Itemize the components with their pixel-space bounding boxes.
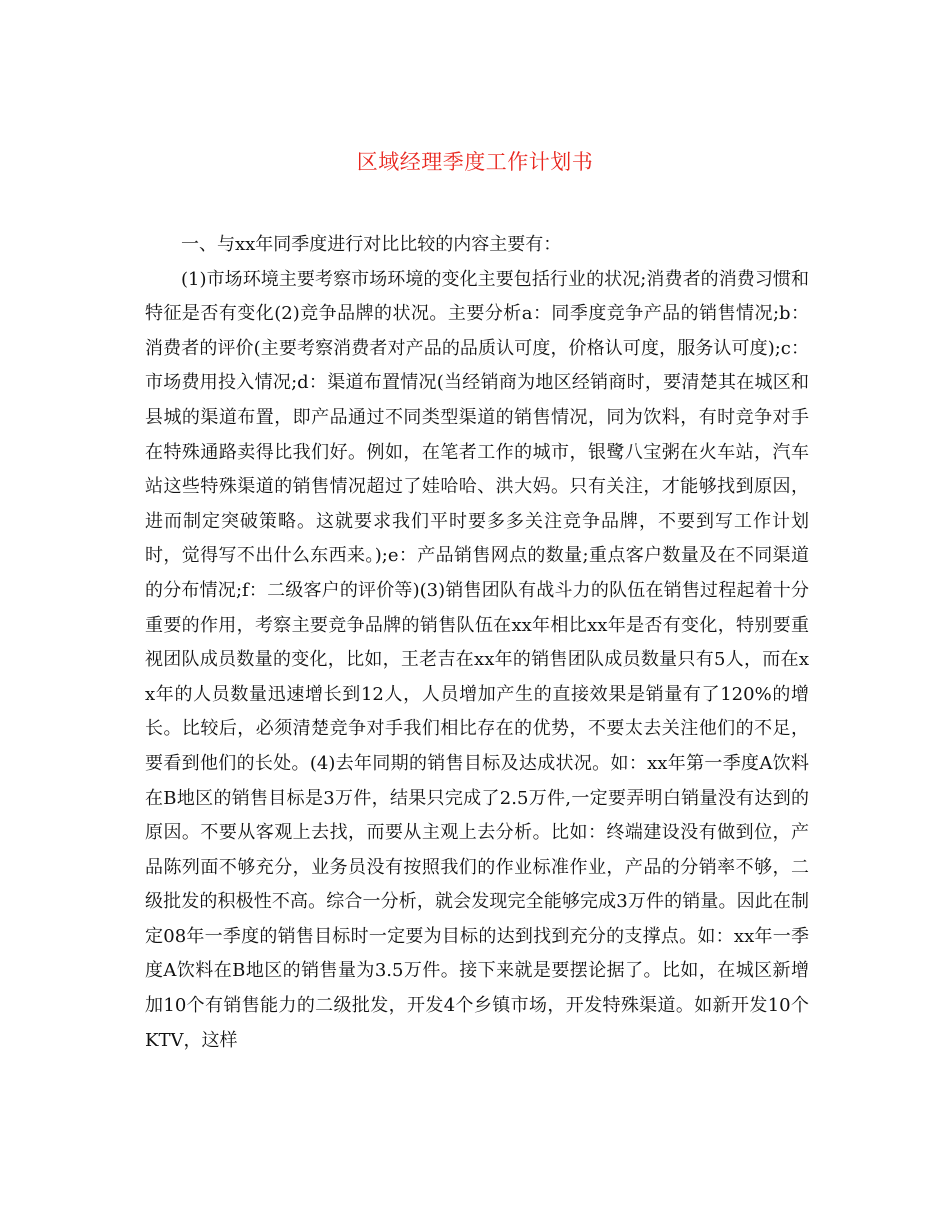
- document-title: 区域经理季度工作计划书: [356, 150, 594, 174]
- body-paragraph: (1)市场环境主要考察市场环境的变化主要包括行业的状况;消费者的消费习惯和特征是否有变化(2)竞争品牌的状况。主要分析a：同季度竞争产品的销售情况;b：消费者的评价(主要考察消费者对产品的品质认可度，价格认可度，服务认可度);c：市场费用投入情况;d：渠道布置情况(当经销商为地区经销商时，要清楚其在城区和县城的渠道布置，即产品通过不同类型渠道的销售情况，同为饮料，有时竞争对手在特殊通路卖得比我们好。例如，在笔者工作的城市，银鹭八宝粥在火车站，汽车站这些特殊渠道的销售情况超过了娃哈哈、洪大妈。只有关注，才能够找到原因，进而制定突破策略。这就要求我们平时要多多关注竞争品牌，不要到写工作计划时，觉得写不出什么东西来。);e：产品销售网点的数量;重点客户数量及在不同渠道的分布情况;f：二级客户的评价等)(3)销售团队有战斗力的队伍在销售过程起着十分重要的作用，考察主要竞争品牌的销售队伍在xx年相比xx年是否有变化，特别要重视团队成员数量的变化，比如，王老吉在xx年的销售团队成员数量只有5人，而在xx年的人员数量迅速增长到12人，人员增加产生的直接效果是销量有了120%的增长。比较后，必须清楚竞争对手我们相比存在的优势，不要太去关注他们的不足，要看到他们的长处。(4)去年同期的销售目标及达成状况。如：xx年第一季度A饮料在B地区的销售目标是3万件，结果只完成了2.5万件,一定要弄明白销量没有达到的原因。不要从客观上去找，而要从主观上去分析。比如：终端建设没有做到位，产品陈列面不够充分，业务员没有按照我们的作业标准作业，产品的分销率不够，二级批发的积极性不高。综合一分析，就会发现完全能够完成3万件的销量。因此在制定08年一季度的销售目标时一定要为目标的达到找到充分的支撑点。如：xx年一季度A饮料在B地区的销售量为3.5万件。接下来就是要摆论据了。比如，在城区新增加10个有销售能力的二级批发，开发4个乡镇市场，开发特殊渠道。如新开发10个KTV，这样: [145, 268, 809, 1051]
- section-heading-paragraph: 一、与xx年同季度进行对比比较的内容主要有：: [181, 234, 562, 255]
- document-body: [145, 228, 809, 1058]
